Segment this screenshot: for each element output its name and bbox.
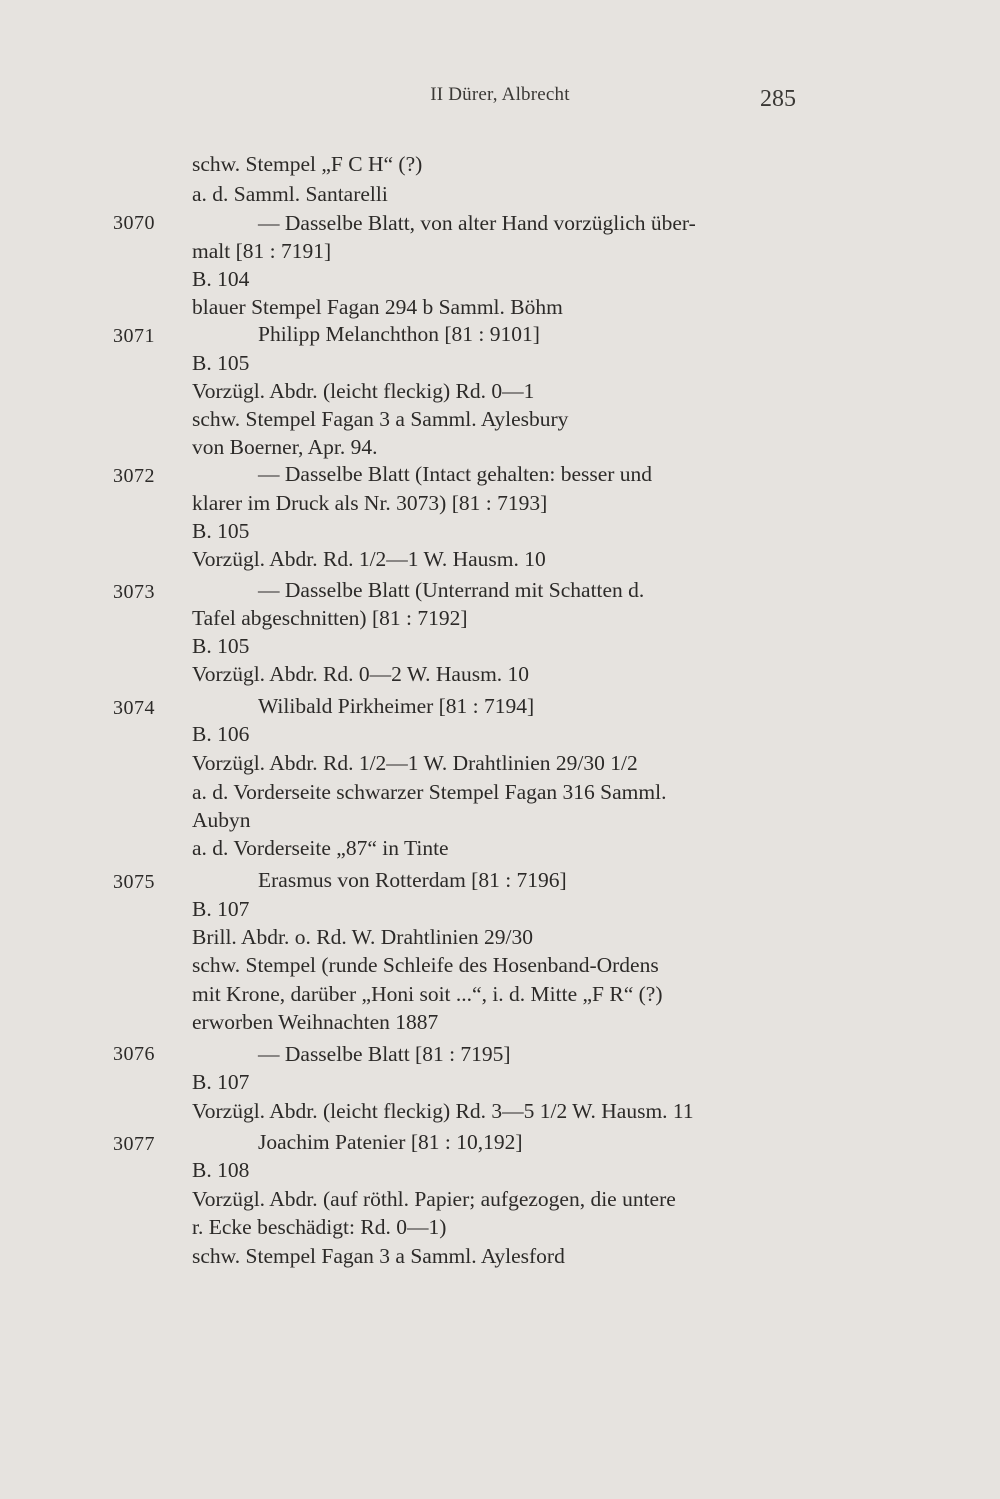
text-line: B. 105 <box>192 351 250 375</box>
text-line: schw. Stempel (runde Schleife des Hosenband-Ordens <box>192 953 659 977</box>
text-line: B. 108 <box>192 1158 250 1182</box>
text-line: B. 105 <box>192 634 250 658</box>
text-line: schw. Stempel Fagan 3 a Samml. Aylesford <box>192 1244 565 1268</box>
text-line: Joachim Patenier [81 : 10,192] <box>258 1130 523 1154</box>
catalogue-number: 3077 <box>113 1133 155 1155</box>
text-line: Vorzügl. Abdr. Rd. 0—2 W. Hausm. 10 <box>192 662 530 686</box>
catalogue-number: 3075 <box>113 871 155 893</box>
text-line: a. d. Samml. Santarelli <box>192 182 388 206</box>
text-line: Brill. Abdr. o. Rd. W. Drahtlinien 29/30 <box>192 925 534 949</box>
text-line: Tafel abgeschnitten) [81 : 7192] <box>192 606 468 630</box>
catalogue-number: 3072 <box>113 465 155 487</box>
text-line: schw. Stempel Fagan 3 a Samml. Aylesbury <box>192 407 569 431</box>
text-line: mit Krone, darüber „Honi soit ...“, i. d. Mitte „F R“ (?) <box>192 982 663 1006</box>
text-line: Erasmus von Rotterdam [81 : 7196] <box>258 868 567 892</box>
text-line: Vorzügl. Abdr. (leicht fleckig) Rd. 3—5 1/2 W. Hausm. 11 <box>192 1099 694 1123</box>
text-line: erworben Weihnachten 1887 <box>192 1010 439 1034</box>
text-line: B. 107 <box>192 897 250 921</box>
text-line: blauer Stempel Fagan 294 b Samml. Böhm <box>192 295 563 319</box>
text-line: — Dasselbe Blatt [81 : 7195] <box>258 1042 511 1066</box>
text-line: B. 107 <box>192 1070 250 1094</box>
text-line: a. d. Vorderseite „87“ in Tinte <box>192 836 449 860</box>
text-line: a. d. Vorderseite schwarzer Stempel Fagan 316 Samml. <box>192 780 667 804</box>
text-line: — Dasselbe Blatt (Unterrand mit Schatten d. <box>258 578 645 602</box>
text-line: Aubyn <box>192 808 251 832</box>
catalogue-number: 3073 <box>113 581 155 603</box>
text-line: schw. Stempel „F C H“ (?) <box>192 152 423 176</box>
text-line <box>192 209 809 237</box>
catalogue-number: 3071 <box>113 325 155 347</box>
text-line: malt [81 : 7191] <box>192 239 332 263</box>
text-line: Wilibald Pirkheimer [81 : 7194] <box>258 694 535 718</box>
page-number: 285 <box>760 86 796 112</box>
catalogue-number: 3076 <box>113 1043 155 1065</box>
text-line: r. Ecke beschädigt: Rd. 0—1) <box>192 1215 447 1239</box>
text-line: Vorzügl. Abdr. Rd. 1/2—1 W. Hausm. 10 <box>192 547 546 571</box>
text-line: Vorzügl. Abdr. (auf röthl. Papier; aufgezogen, die untere <box>192 1187 676 1211</box>
catalogue-number: 3074 <box>113 697 155 719</box>
text-line: — Dasselbe Blatt (Intact gehalten: besser und <box>258 462 653 486</box>
text-line: Vorzügl. Abdr. Rd. 1/2—1 W. Drahtlinien 29/30 1/2 <box>192 751 638 775</box>
justified-text: — Dasselbe Blatt, von alter Hand vorzüglich über- <box>258 211 696 235</box>
text-line: B. 106 <box>192 722 250 746</box>
text-line: B. 104 <box>192 267 250 291</box>
text-line: von Boerner, Apr. 94. <box>192 435 378 459</box>
catalogue-number: 3070 <box>113 212 155 234</box>
text-line: klarer im Druck als Nr. 3073) [81 : 7193] <box>192 491 548 515</box>
text-line: B. 105 <box>192 519 250 543</box>
text-line: Vorzügl. Abdr. (leicht fleckig) Rd. 0—1 <box>192 379 535 403</box>
text-line: Philipp Melanchthon [81 : 9101] <box>258 322 540 346</box>
running-header: II Dürer, Albrecht <box>430 84 570 105</box>
